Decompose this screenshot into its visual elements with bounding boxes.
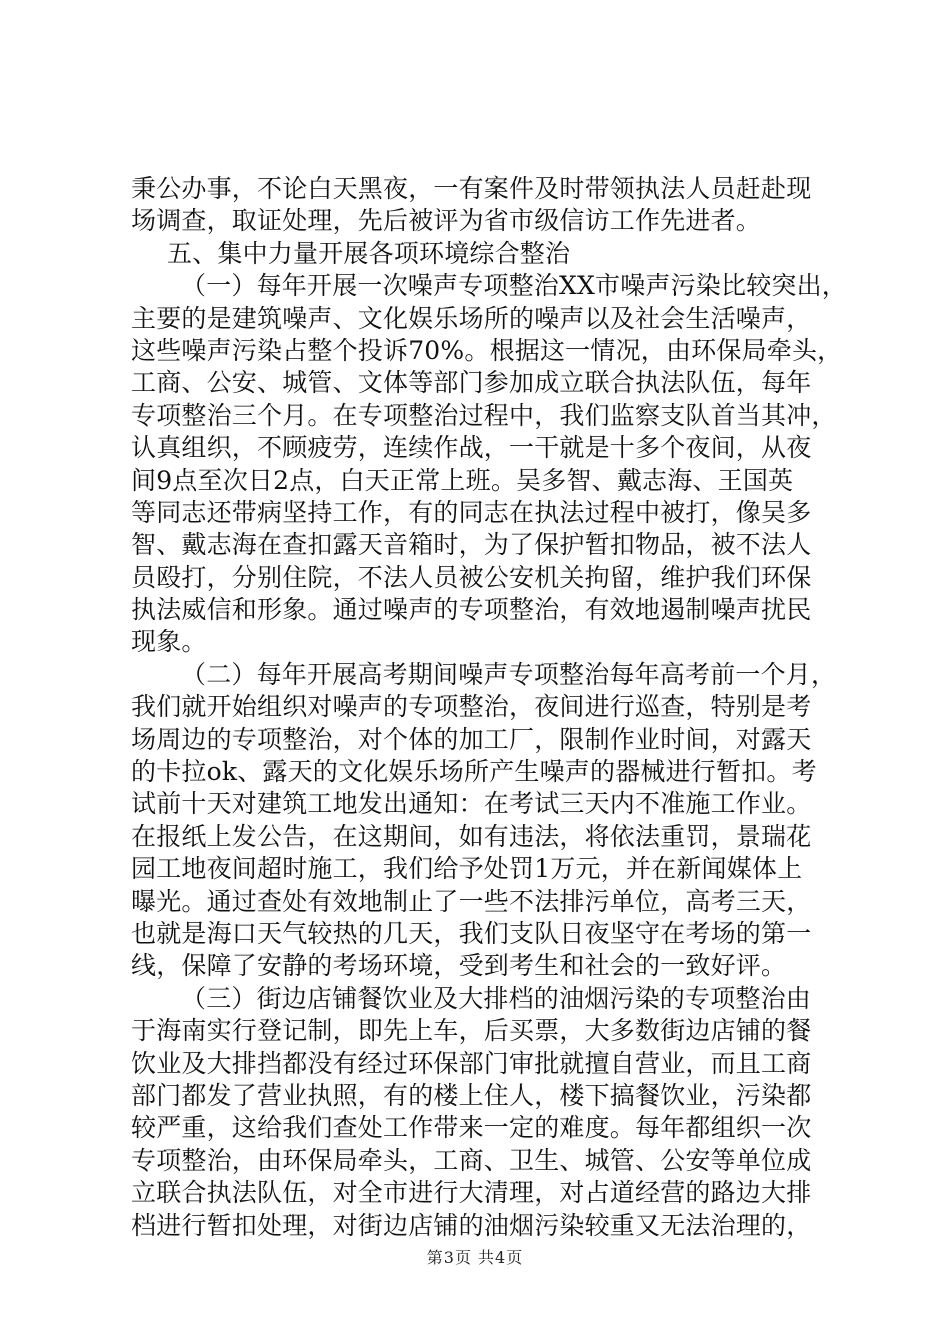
text-line: 立联合执法队伍，对全市进行大清理，对占道经营的路边大排: [131, 1178, 812, 1208]
paragraph-start: （二）每年开展高考期间噪声专项整治每年高考前一个月，: [181, 659, 837, 689]
text-line: 主要的是建筑噪声、文化娱乐场所的噪声以及社会生活噪声，: [131, 303, 812, 333]
text-line: 专项整治三个月。在专项整治过程中，我们监察支队首当其冲，: [131, 400, 837, 430]
text-line: 试前十天对建筑工地发出通知：在考试三天内不准施工作业。: [131, 789, 812, 819]
text-line: 工商、公安、城管、文体等部门参加成立联合执法队伍，每年: [131, 368, 812, 398]
text-line: 我们就开始组织对噪声的专项整治，夜间进行巡查，特别是考: [131, 692, 812, 722]
text-line: 档进行暂扣处理，对街边店铺的油烟污染较重又无法治理的，: [131, 1210, 812, 1240]
text-line: 线，保障了安静的考场环境，受到考生和社会的一致好评。: [131, 951, 787, 981]
text-line: 场调查，取证处理，先后被评为省市级信访工作先进者。: [131, 206, 762, 236]
text-line: 于海南实行登记制，即先上车，后买票，大多数街边店铺的餐: [131, 1016, 812, 1046]
text-line: 饮业及大排挡都没有经过环保部门审批就擅自营业，而且工商: [131, 1048, 812, 1078]
text-line: 执法威信和形象。通过噪声的专项整治，有效地遏制噪声扰民: [131, 595, 812, 625]
paragraph-start: （三）街边店铺餐饮业及大排档的油烟污染的专项整治由: [181, 983, 812, 1013]
text-line: 智、戴志海在查扣露天音箱时，为了保护暂扣物品，被不法人: [131, 530, 812, 560]
text-line: 认真组织，不顾疲劳，连续作战，一干就是十多个夜间，从夜: [131, 433, 812, 463]
text-line: 的卡拉ok、露天的文化娱乐场所产生噪声的器械进行暂扣。考: [131, 757, 817, 787]
text-line: 曝光。通过查处有效地制止了一些不法排污单位，高考三天，: [131, 886, 812, 916]
text-line: 部门都发了营业执照，有的楼上住人，楼下搞餐饮业，污染都: [131, 1080, 812, 1110]
text-line: 现象。: [131, 627, 207, 657]
paragraph-start: （一）每年开展一次噪声专项整治XX市噪声污染比较突出，: [181, 271, 847, 301]
text-line: 等同志还带病坚持工作，有的同志在执法过程中被打，像吴多: [131, 497, 812, 527]
text-line: 在报纸上发公告，在这期间，如有违法，将依法重罚，景瑞花: [131, 821, 812, 851]
text-line: 也就是海口天气较热的几天，我们支队日夜坚守在考场的第一: [131, 918, 812, 948]
text-line: 员殴打，分别住院，不法人员被公安机关拘留，维护我们环保: [131, 562, 812, 592]
text-line: 场周边的专项整治，对个体的加工厂，限制作业时间，对露天: [131, 724, 812, 754]
text-line: 秉公办事，不论白天黑夜，一有案件及时带领执法人员赶赴现: [131, 174, 812, 203]
body-text: [131, 173, 847, 1242]
text-line: 专项整治，由环保局牵头，工商、卫生、城管、公安等单位成: [131, 1145, 812, 1175]
text-line: 较严重，这给我们查处工作带来一定的难度。每年都组织一次: [131, 1113, 812, 1143]
text-line: 这些噪声污染占整个投诉70%。根据这一情况，由环保局牵头，: [131, 335, 843, 365]
text-line: 园工地夜间超时施工，我们给予处罚1万元，并在新闻媒体上: [131, 854, 803, 884]
page-footer: 第3页 共4页: [426, 1248, 524, 1267]
section-heading: 五、集中力量开展各项环境综合整治: [167, 238, 571, 268]
text-line: 间9点至次日2点，白天正常上班。吴多智、戴志海、王国英: [131, 465, 794, 495]
